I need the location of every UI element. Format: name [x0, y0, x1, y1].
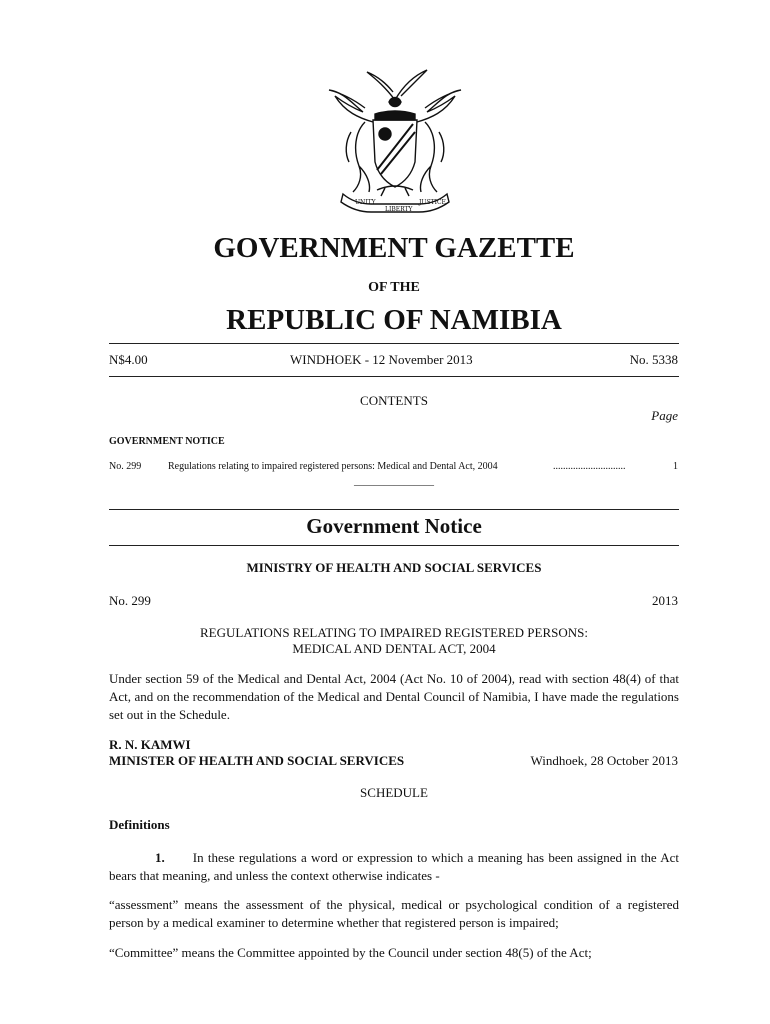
header-rule-top	[109, 343, 679, 344]
definition-committee: “Committee” means the Committee appointed by the Council under section 48(5) of the Act;	[109, 945, 592, 960]
regulation-1	[109, 849, 679, 885]
notice-heading: Government Notice	[306, 514, 482, 538]
notice-rule-bottom	[109, 545, 679, 546]
contents-entry-page: 1	[673, 461, 678, 472]
ministry-heading: MINISTRY OF HEALTH AND SOCIAL SERVICES	[246, 560, 542, 575]
definition-assessment: “assessment” means the assessment of the physical, medical or psychological condition of a registered person by a medical examiner to determine whether that registered person is impaired;	[109, 897, 679, 930]
motto-left: UNITY	[355, 199, 376, 206]
republic-title: REPUBLIC OF NAMIBIA	[226, 304, 562, 336]
price: N$4.00	[109, 352, 148, 367]
gazette-number: No. 5338	[629, 352, 678, 367]
notice-rule-top	[109, 509, 679, 510]
regulation-title-line2: MEDICAL AND DENTAL ACT, 2004	[292, 641, 496, 656]
motto-center: LIBERTY	[385, 206, 413, 213]
preamble: Under section 59 of the Medical and Dental Act, 2004 (Act No. 10 of 2004), read with section 48(4) of that Act, and on the recommendation of the Medical and Dental Council of Namibia, I have made the regulations set out in the Schedule.	[109, 671, 679, 722]
of-the-label: OF THE	[368, 280, 420, 295]
sign-place-date: Windhoek, 28 October 2013	[530, 753, 678, 768]
coat-of-arms	[315, 62, 475, 222]
schedule-heading: SCHEDULE	[360, 785, 428, 800]
page-label: Page	[651, 408, 678, 423]
regulation-number: 1.	[155, 850, 165, 865]
contents-separator: ________________	[354, 476, 434, 487]
motto-right: JUSTICE	[419, 199, 446, 206]
header-rule-bottom	[109, 376, 679, 377]
contents-entry-dots: .............................	[553, 461, 626, 472]
notice-number: No. 299	[109, 593, 151, 608]
signatory-title: MINISTER OF HEALTH AND SOCIAL SERVICES	[109, 753, 405, 768]
regulation-title-line1: REGULATIONS RELATING TO IMPAIRED REGISTERED PERSONS:	[200, 625, 588, 640]
definitions-heading: Definitions	[109, 817, 170, 832]
place-date: WINDHOEK - 12 November 2013	[290, 352, 473, 367]
contents-heading: CONTENTS	[360, 393, 428, 408]
signatory-name: R. N. KAMWI	[109, 737, 191, 752]
contents-section: GOVERNMENT NOTICE	[109, 436, 225, 447]
gazette-title: GOVERNMENT GAZETTE	[213, 232, 575, 264]
contents-entry-number: No. 299	[109, 461, 142, 472]
notice-year: 2013	[652, 593, 678, 608]
contents-entry-text: Regulations relating to impaired registered persons: Medical and Dental Act, 2004	[168, 461, 498, 472]
regulation-text: In these regulations a word or expression to which a meaning has been assigned in the Act bears that meaning, and unless the context otherwise indicates -	[109, 850, 679, 883]
